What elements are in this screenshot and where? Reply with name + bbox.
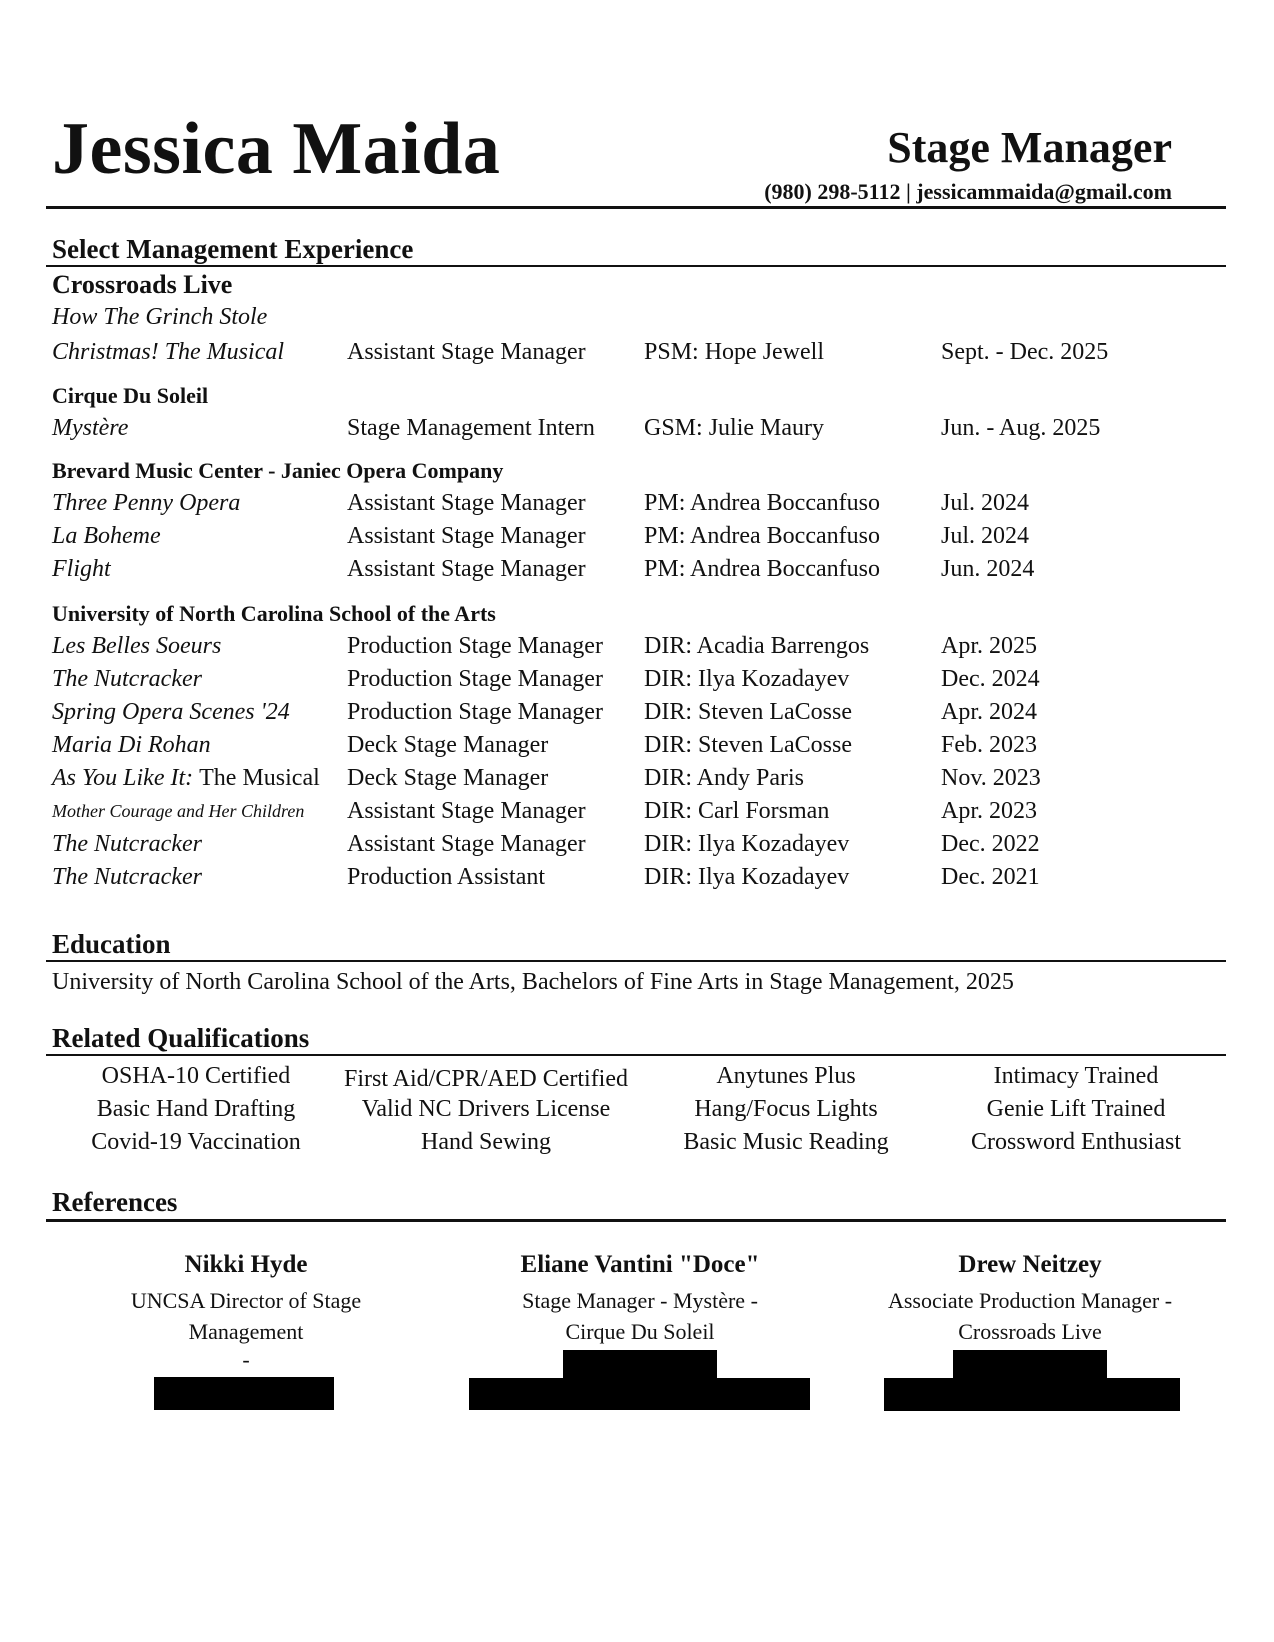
supervisor: DIR: Ilya Kozadayev	[644, 831, 850, 857]
position: Assistant Stage Manager	[347, 556, 586, 582]
org-brevard: Brevard Music Center - Janiec Opera Company	[52, 458, 504, 483]
position: Assistant Stage Manager	[347, 831, 586, 857]
reference-title-line: UNCSA Director of Stage	[130, 1288, 362, 1313]
show-title-italic: As You Like It:	[52, 765, 194, 791]
redaction-block	[154, 1377, 334, 1410]
date: Dec. 2021	[941, 864, 1040, 890]
qualifications-divider	[46, 1054, 1226, 1056]
position: Deck Stage Manager	[347, 732, 549, 758]
supervisor: DIR: Andy Paris	[644, 765, 805, 791]
qualification-item: First Aid/CPR/AED Certified	[343, 1066, 628, 1092]
reference-name: Eliane Vantini "Doce"	[520, 1251, 760, 1278]
supervisor: DIR: Carl Forsman	[644, 798, 830, 824]
supervisor: DIR: Acadia Barrengos	[644, 633, 870, 659]
show-title: The Nutcracker	[52, 666, 202, 692]
reference-card	[440, 1252, 840, 1347]
show-title-suffix: The Musical	[199, 765, 320, 791]
date: Jun. - Aug. 2025	[941, 415, 1101, 441]
show-title: Mystère	[52, 415, 129, 441]
position: Production Stage Manager	[347, 633, 603, 659]
section-title-experience: Select Management Experience	[52, 234, 414, 264]
date: Dec. 2022	[941, 831, 1040, 857]
contact-info: (980) 298-5112 | jessicammaida@gmail.com	[764, 179, 1172, 204]
show-title: Mother Courage and Her Children	[52, 801, 305, 821]
org-cirque: Cirque Du Soleil	[52, 383, 209, 408]
qualification-item: OSHA-10 Certified	[101, 1063, 291, 1089]
supervisor: PM: Andrea Boccanfuso	[644, 556, 880, 582]
date: Jul. 2024	[941, 523, 1030, 549]
reference-name: Nikki Hyde	[184, 1251, 308, 1278]
qualification-item: Basic Hand Drafting	[96, 1096, 296, 1122]
candidate-name: Jessica Maida	[52, 108, 501, 190]
show-title: La Boheme	[52, 523, 161, 549]
date: Apr. 2025	[941, 633, 1037, 659]
qualification-item: Hand Sewing	[421, 1129, 551, 1155]
position: Assistant Stage Manager	[347, 490, 586, 516]
date: Sept. - Dec. 2025	[941, 339, 1109, 365]
date: Jul. 2024	[941, 490, 1030, 516]
show-title: The Nutcracker	[52, 831, 202, 857]
position: Production Assistant	[347, 864, 546, 890]
reference-name: Drew Neitzey	[958, 1251, 1102, 1278]
supervisor: DIR: Steven LaCosse	[644, 699, 852, 725]
supervisor: DIR: Steven LaCosse	[644, 732, 852, 758]
qualification-item: Covid-19 Vaccination	[91, 1129, 301, 1155]
education-entry: University of North Carolina School of the Arts, Bachelors of Fine Arts in Stage Management, 2025	[52, 969, 1014, 995]
date: Jun. 2024	[941, 556, 1035, 582]
references-divider	[46, 1219, 1226, 1222]
section-title-education: Education	[52, 929, 171, 959]
date: Dec. 2024	[941, 666, 1040, 692]
show-title	[52, 763, 320, 793]
qualification-item: Basic Music Reading	[683, 1129, 889, 1155]
show-title: Flight	[52, 556, 111, 582]
qualification-item: Crossword Enthusiast	[971, 1129, 1181, 1155]
show-title: The Nutcracker	[52, 864, 202, 890]
experience-divider	[46, 265, 1226, 267]
supervisor: PSM: Hope Jewell	[644, 339, 824, 365]
date: Apr. 2024	[941, 699, 1037, 725]
org-uncsa: University of North Carolina School of the Arts	[52, 601, 496, 626]
supervisor: GSM: Julie Maury	[644, 415, 824, 441]
qualification-item: Intimacy Trained	[993, 1063, 1159, 1089]
show-title: How The Grinch Stole	[52, 304, 268, 330]
qualification-item: Hang/Focus Lights	[694, 1096, 878, 1122]
reference-card	[840, 1252, 1220, 1347]
education-divider	[46, 960, 1226, 962]
reference-title-line: Cirque Du Soleil	[565, 1319, 715, 1344]
redaction-block	[884, 1378, 1180, 1411]
qualification-item: Anytunes Plus	[716, 1063, 856, 1089]
qualification-item: Genie Lift Trained	[986, 1096, 1166, 1122]
position: Assistant Stage Manager	[347, 523, 586, 549]
position: Production Stage Manager	[347, 666, 603, 692]
supervisor: DIR: Ilya Kozadayev	[644, 864, 850, 890]
date: Apr. 2023	[941, 798, 1037, 824]
reference-title-line: Crossroads Live	[958, 1319, 1102, 1344]
position: Assistant Stage Manager	[347, 798, 586, 824]
section-title-references: References	[52, 1187, 178, 1217]
org-crossroads: Crossroads Live	[52, 270, 233, 299]
section-title-qualifications: Related Qualifications	[52, 1023, 310, 1053]
supervisor: DIR: Ilya Kozadayev	[644, 666, 850, 692]
date: Nov. 2023	[941, 765, 1041, 791]
position: Stage Management Intern	[347, 415, 595, 441]
position: Production Stage Manager	[347, 699, 603, 725]
show-title: Les Belles Soeurs	[52, 633, 222, 659]
date: Feb. 2023	[941, 732, 1037, 758]
show-title: Maria Di Rohan	[52, 732, 211, 758]
job-title: Stage Manager	[887, 123, 1172, 172]
show-title: Christmas! The Musical	[52, 339, 285, 365]
supervisor: PM: Andrea Boccanfuso	[644, 490, 880, 516]
reference-card	[96, 1252, 396, 1373]
position: Deck Stage Manager	[347, 765, 549, 791]
qualification-item: Valid NC Drivers License	[361, 1096, 611, 1122]
reference-title-line: Stage Manager - Mystère -	[522, 1288, 758, 1313]
reference-dash: -	[242, 1347, 250, 1372]
show-title: Spring Opera Scenes '24	[52, 699, 290, 725]
redaction-block	[469, 1378, 810, 1410]
reference-title-line: Associate Production Manager -	[887, 1288, 1173, 1313]
supervisor: PM: Andrea Boccanfuso	[644, 523, 880, 549]
header-divider	[46, 206, 1226, 209]
position: Assistant Stage Manager	[347, 339, 586, 365]
reference-title-line: Management	[188, 1319, 304, 1344]
show-title: Three Penny Opera	[52, 490, 241, 516]
